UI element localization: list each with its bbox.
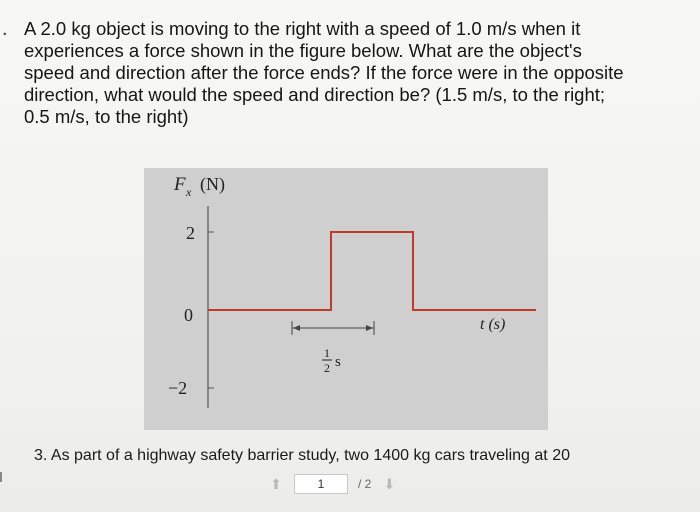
page-navigator — [268, 472, 397, 496]
question-number: . — [2, 18, 8, 40]
next-question-text: 3. As part of a highway safety barrier study, two 1400 kg cars traveling at 20 — [34, 447, 570, 464]
question-line: experiences a force shown in the figure below. What are the object's — [24, 40, 582, 61]
force-pulse-line — [208, 232, 536, 310]
question-line: A 2.0 kg object is moving to the right with a speed of 1.0 m/s when it — [24, 18, 581, 39]
force-time-chart — [144, 168, 548, 430]
next-page-down-arrow-icon[interactable]: ⬇ — [383, 475, 396, 492]
total-pages: / 2 — [358, 477, 372, 491]
duration-fraction-numerator: 1 — [324, 346, 330, 360]
y-tick-label: 2 — [186, 223, 195, 243]
current-page-input[interactable]: 1 — [294, 474, 348, 494]
question-line: 0.5 m/s, to the right) — [24, 106, 189, 127]
question-text — [24, 18, 700, 128]
question-line: speed and direction after the force ends? If the force were in the opposite — [24, 62, 624, 83]
question-line: direction, what would the speed and direction be? (1.5 m/s, to the right; — [24, 84, 606, 105]
duration-unit: s — [335, 354, 341, 370]
previous-page-up-arrow-icon[interactable]: ⬆ — [270, 475, 282, 492]
y-tick-label: −2 — [168, 378, 188, 398]
page-edge-marker — [0, 472, 8, 482]
duration-arrow-left — [293, 325, 300, 331]
x-axis-label: t (s) — [480, 316, 506, 333]
duration-fraction-denominator: 2 — [324, 361, 330, 375]
y-axis-label-main: F — [174, 174, 186, 195]
y-tick-label: 0 — [184, 305, 193, 325]
y-axis-label-unit: (N) — [200, 174, 225, 194]
duration-arrow-right — [366, 325, 373, 331]
y-axis-label-subscript: x — [186, 185, 192, 199]
force-time-figure — [144, 168, 548, 430]
